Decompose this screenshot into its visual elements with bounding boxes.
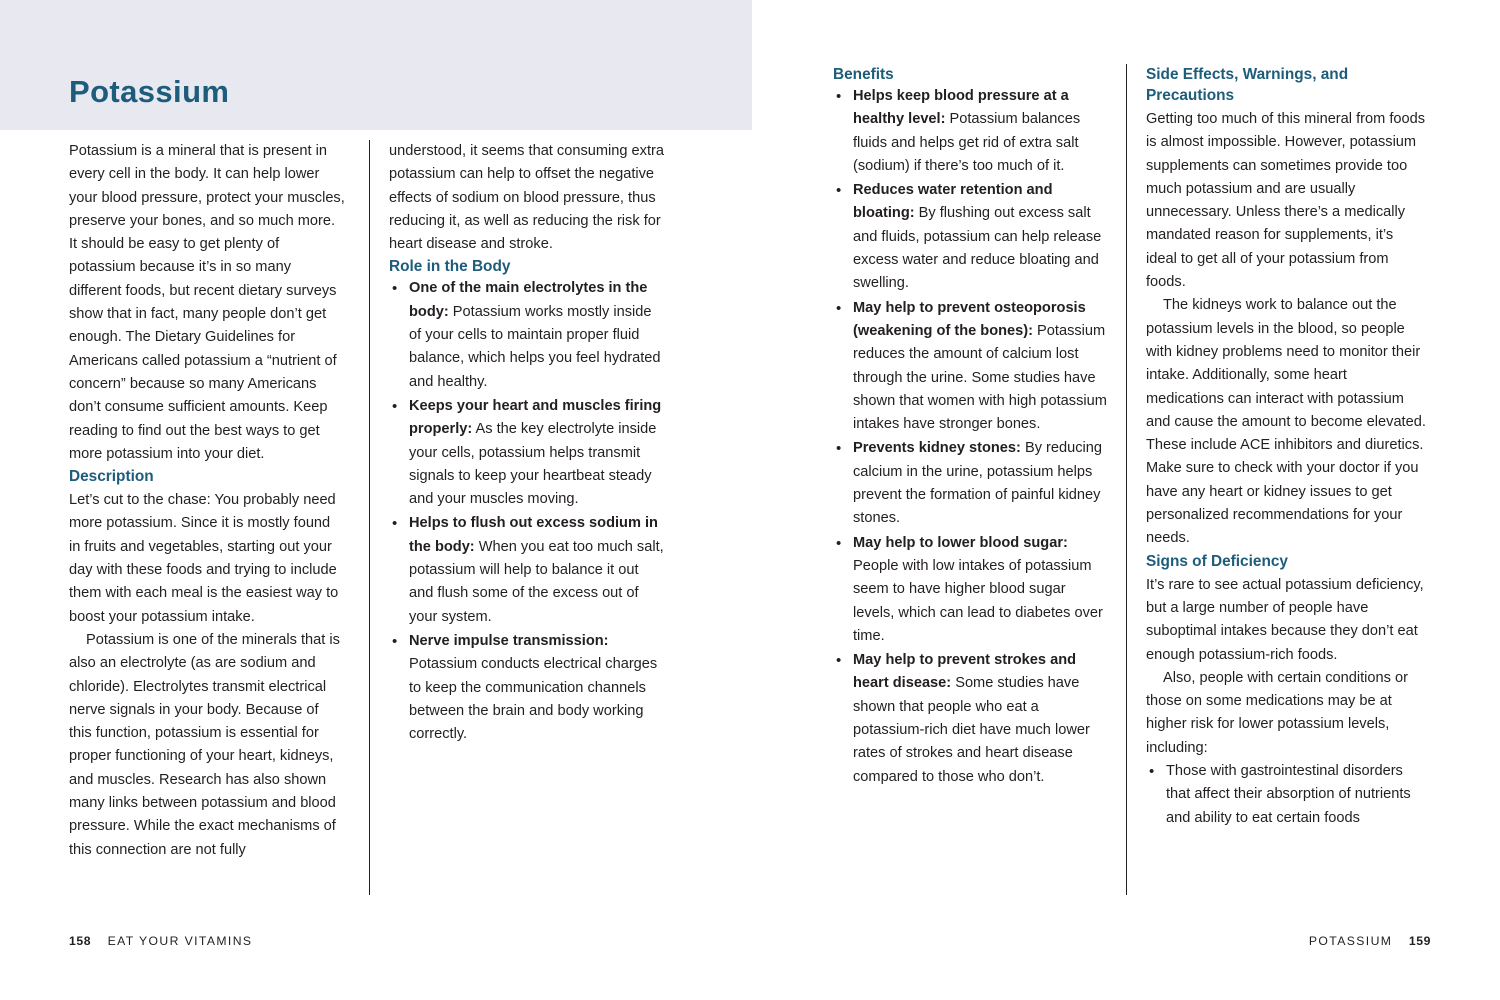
description-continuation: understood, it seems that consuming extra potassium can help to offset the negative effects of sodium on blood pressure, thus reducing it, as well as reducing the risk for heart disease and stroke. — [389, 143, 664, 253]
list-item — [833, 532, 1109, 648]
list-item-lead: Prevents kidney stones: — [853, 440, 1021, 457]
deficiency-paragraph-1: It’s rare to see actual potassium deficiency, but a large number of people have suboptimal intakes because they don’t eat enough potassium-rich foods. — [1146, 576, 1424, 663]
list-item-text: When you eat too much salt, potassium will help to balance it out and flush some of the excess out of your system. — [409, 538, 664, 625]
page-title: Potassium — [69, 74, 230, 109]
list-item-text: Potassium conducts electrical charges to keep the communication channels between the brain and body working correctly. — [409, 656, 658, 743]
list-item-text: By flushing out excess salt and fluids, potassium can help release excess water and reduce bloating and swelling. — [853, 205, 1102, 292]
list-item-lead: Helps to flush out excess sodium in the body: — [409, 515, 658, 555]
list-item-text: People with low intakes of potassium seem to have higher blood sugar levels, which can lead to diabetes over time. — [853, 557, 1103, 644]
list-item — [833, 297, 1109, 437]
running-head-right: POTASSIUM — [1308, 934, 1393, 948]
list-item-text: Potassium balances fluids and helps get rid of extra salt (sodium) if there’s too much of it. — [853, 111, 1081, 174]
list-item — [833, 85, 1109, 178]
list-item-lead: Reduces water retention and bloating: — [853, 182, 1053, 222]
heading-description: Description — [69, 468, 154, 486]
description-paragraph-1: Let’s cut to the chase: You probably need more potassium. Since it is mostly found in fruits and vegetables, starting out your day with these foods and trying to include them with each meal is the easiest way to boost your potassium intake. — [69, 492, 339, 625]
deficiency-list — [1146, 760, 1426, 830]
list-item-lead: Nerve impulse transmission: — [409, 632, 609, 649]
deficiency-paragraph-2: Also, people with certain conditions or those on some medications may be at higher risk for lower potassium levels, including: — [1146, 669, 1408, 756]
list-item-text: As the key electrolyte inside your cells, potassium helps transmit signals to keep your heartbeat steady and your muscles moving. — [409, 421, 657, 508]
benefits-list — [833, 85, 1109, 789]
list-item-lead: May help to prevent strokes and heart disease: — [853, 652, 1077, 692]
running-head-left: EAT YOUR VITAMINS — [107, 934, 253, 948]
list-item — [389, 277, 665, 393]
list-item-lead: May help to prevent osteoporosis (weakening of the bones): — [853, 299, 1086, 339]
column-three — [833, 64, 1109, 789]
list-item-text: Potassium reduces the amount of calcium lost through the urine. Some studies have shown that women with high potassium intakes have stronger bones. — [853, 322, 1107, 433]
role-list — [389, 277, 665, 746]
column-four — [1146, 64, 1426, 830]
column-one — [69, 140, 345, 862]
list-item-text: By reducing calcium in the urine, potassium helps prevent the formation of painful kidney stones. — [853, 440, 1103, 527]
list-item — [389, 630, 665, 746]
footer-right — [1309, 934, 1431, 948]
list-item — [833, 179, 1109, 295]
list-item-lead: Helps keep blood pressure at a healthy level: — [853, 88, 1069, 128]
column-divider-right-page — [1126, 64, 1127, 895]
page-number-right: 159 — [1408, 934, 1431, 948]
heading-side-effects: Side Effects, Warnings, and Precautions — [1146, 66, 1349, 104]
list-item — [833, 437, 1109, 530]
column-two — [389, 140, 665, 746]
heading-signs-of-deficiency: Signs of Deficiency — [1146, 552, 1288, 570]
list-item — [833, 649, 1109, 789]
list-item-lead: Keeps your heart and muscles firing properly: — [409, 397, 662, 438]
page-number-left: 158 — [69, 934, 92, 948]
heading-role-in-the-body: Role in the Body — [389, 258, 511, 276]
side-effects-paragraph-2: The kidneys work to balance out the potassium levels in the blood, so people with kidney problems need to monitor their intake. Additionally, some heart medications can interact with potassium and cause the amount to become elevated. These include ACE inhibitors and diuretics. Make sure to check with your doctor if you have any heart or kidney issues to get personalized recommendations for your needs. — [1146, 297, 1426, 547]
column-divider-left-page — [369, 140, 370, 895]
list-item-lead: One of the main electrolytes in the body: — [409, 280, 648, 320]
list-item — [389, 395, 665, 511]
list-item-text: Potassium works mostly inside of your cells to maintain proper fluid balance, which helps you feel hydrated and healthy. — [409, 303, 661, 390]
list-item-lead: May help to lower blood sugar: — [853, 534, 1068, 551]
intro-paragraph: Potassium is a mineral that is present in every cell in the body. It can help lower your blood pressure, protect your muscles, preserve your bones, and so much more. It should be easy to get plenty of potassium because it’s in so many different foods, but recent dietary surveys show that in fact, many people don’t get enough. The Dietary Guidelines for Americans called potassium a “nutrient of concern” because so many Americans don’t consume sufficient amounts. Keep reading to find out the best ways to get more potassium into your diet. — [69, 143, 345, 462]
list-item-text: Those with gastrointestinal disorders that affect their absorption of nutrients and ability to eat certain foods — [1166, 763, 1411, 826]
list-item — [389, 512, 665, 628]
description-paragraph-2: Potassium is one of the minerals that is also an electrolyte (as are sodium and chloride). Electrolytes transmit electrical nerve signals in your body. Because of this function, potassium is essential for proper functioning of your heart, kidneys, and muscles. Research has also shown many links between potassium and blood pressure. While the exact mechanisms of this connection are not fully — [69, 631, 340, 858]
list-item-text: Some studies have shown that people who eat a potassium-rich diet have much lower rates of strokes and heart disease compared to those who don’t. — [853, 675, 1090, 785]
side-effects-paragraph-1: Getting too much of this mineral from foods is almost impossible. However, potassium supplements can sometimes provide too much potassium and are usually unnecessary. Unless there’s a medically mandated reason for supplements, it’s ideal to get all of your potassium from foods. — [1146, 111, 1426, 291]
list-item — [1146, 760, 1426, 830]
footer-left — [69, 934, 252, 948]
title-band — [0, 0, 752, 130]
heading-benefits: Benefits — [833, 66, 894, 83]
